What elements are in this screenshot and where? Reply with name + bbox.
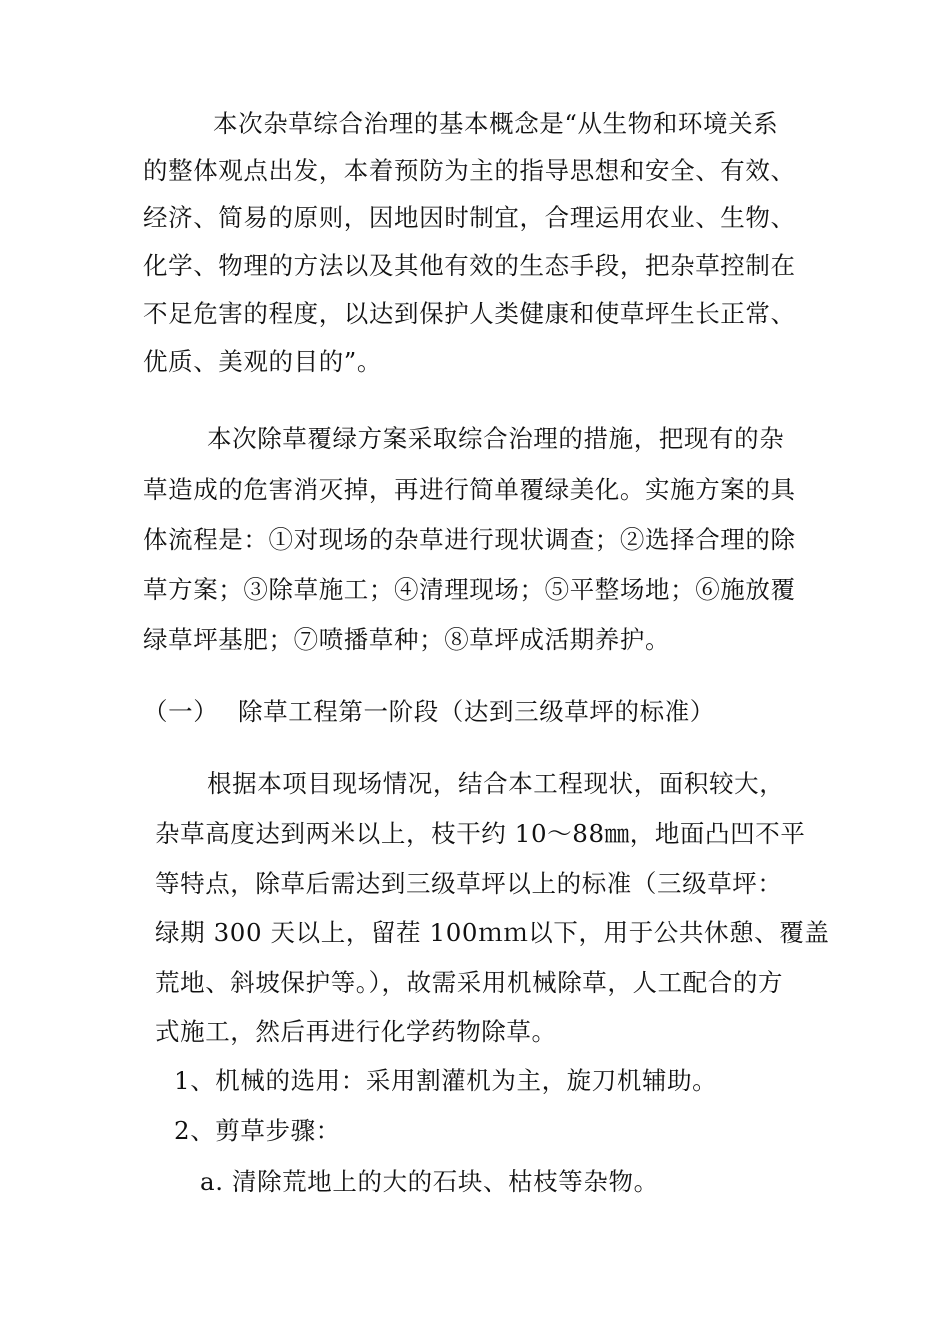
text-line: 绿期 300 天以上，留茬 100ｍｍ以下，用于公共休憩、覆盖 (155, 918, 830, 947)
text-line: 杂草高度达到两米以上，枝干约 10～88㎜，地面凸凹不平 (155, 819, 806, 848)
text-line: 本次除草覆绿方案采取综合治理的措施，把现有的杂 (207, 424, 785, 453)
text-line: 经济、简易的原则，因地因时制宜，合理运用农业、生物、 (143, 203, 796, 232)
text-line: 荒地、斜坡保护等。），故需采用机械除草，人工配合的方 (155, 968, 784, 997)
text-line: 的整体观点出发，本着预防为主的指导思想和安全、有效、 (143, 156, 796, 185)
text-line: 根据本项目现场情况，结合本工程现状，面积较大， (207, 769, 785, 798)
text-line: 本次杂草综合治理的基本概念是“从生物和环境关系 (213, 109, 779, 138)
text-line: 化学、物理的方法以及其他有效的生态手段，把杂草控制在 (143, 251, 796, 280)
list-item: 1、机械的选用：采用割灌机为主，旋刀机辅助。 (174, 1066, 718, 1095)
text-line: 草方案；③除草施工；④清理现场；⑤平整场地；⑥施放覆 (143, 575, 796, 604)
text-line: 式施工，然后再进行化学药物除草。 (155, 1017, 557, 1046)
text-line: 优质、美观的目的”。 (143, 347, 383, 376)
section-heading (143, 696, 715, 728)
section-title: 除草工程第一阶段（达到三级草坪的标准） (238, 697, 715, 726)
text-line: 不足危害的程度，以达到保护人类健康和使草坪生长正常、 (143, 299, 796, 328)
text-line: 体流程是：①对现场的杂草进行现状调查；②选择合理的除 (143, 525, 796, 554)
text-line: 等特点，除草后需达到三级草坪以上的标准（三级草坪： (155, 869, 783, 898)
text-line: 绿草坪基肥；⑦喷播草种；⑧草坪成活期养护。 (143, 625, 671, 654)
list-item: 2、剪草步骤： (174, 1116, 341, 1145)
list-subitem: a. 清除荒地上的大的石块、枯枝等杂物。 (200, 1167, 659, 1196)
text-line: 草造成的危害消灭掉，再进行简单覆绿美化。实施方案的具 (143, 475, 796, 504)
section-number: （一） (143, 697, 219, 726)
